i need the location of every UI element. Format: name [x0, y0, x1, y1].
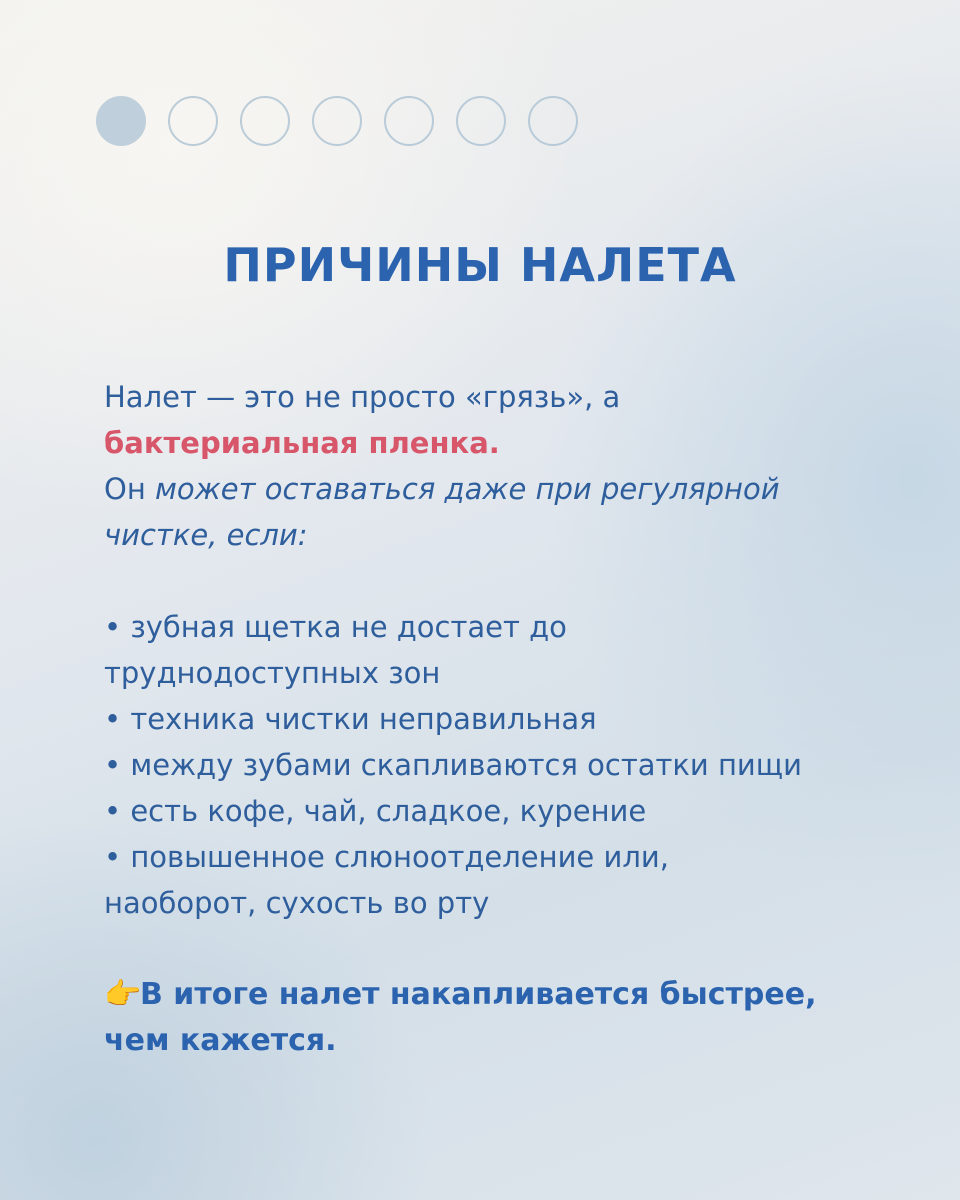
summary-text — [104, 972, 904, 1064]
pagination-dots — [96, 96, 578, 146]
list-item: труднодоступных зон — [104, 656, 441, 690]
list-item: • зубная щетка не достает до — [104, 610, 567, 644]
intro-line-4: чистке, если: — [104, 518, 308, 552]
list-item: наоборот, сухость во рту — [104, 886, 490, 920]
pagination-dot-4[interactable] — [312, 96, 362, 146]
intro-line-3-italic: может оставаться даже при регулярной — [155, 472, 780, 506]
pagination-dot-5[interactable] — [384, 96, 434, 146]
intro-line-3 — [104, 466, 904, 512]
intro-line-1: Налет — это не просто «грязь», а — [104, 380, 621, 414]
content-body — [104, 374, 904, 1064]
pagination-dot-1[interactable] — [96, 96, 146, 146]
spacer — [104, 926, 904, 972]
pagination-dot-6[interactable] — [456, 96, 506, 146]
spacer — [104, 558, 904, 604]
pagination-dot-7[interactable] — [528, 96, 578, 146]
page-title: ПРИЧИНЫ НАЛЕТА — [223, 238, 737, 292]
pagination-dot-3[interactable] — [240, 96, 290, 146]
list-item: • техника чистки неправильная — [104, 702, 597, 736]
summary-line-1: В итоге налет накапливается быстрее, — [140, 977, 817, 1012]
list-item: • между зубами скапливаются остатки пищи — [104, 748, 802, 782]
list-item: • повышенное слюноотделение или, — [104, 840, 669, 874]
intro-line-3-normal: Он — [104, 472, 156, 506]
summary-line-2: чем кажется. — [104, 1023, 337, 1058]
pointing-hand-icon: 👉 — [104, 977, 142, 1012]
pagination-dot-2[interactable] — [168, 96, 218, 146]
list-item: • есть кофе, чай, сладкое, курение — [104, 794, 647, 828]
intro-highlight: бактериальная пленка. — [104, 426, 500, 460]
